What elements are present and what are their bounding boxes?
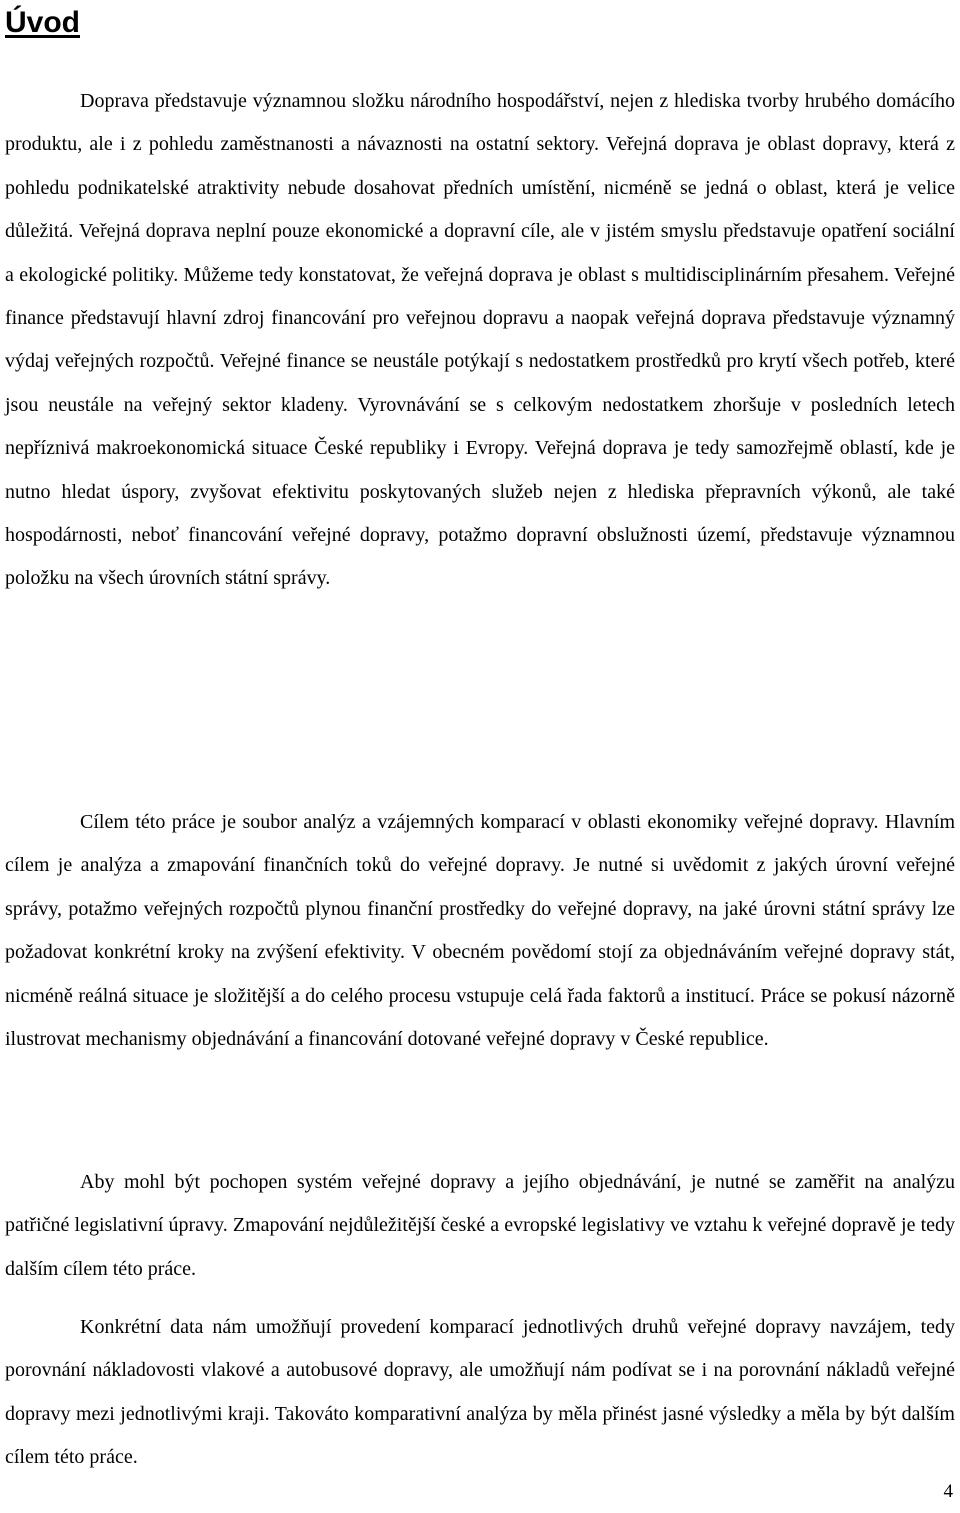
paragraph-legislation: Aby mohl být pochopen systém veřejné dopravy a jejího objednávání, je nutné se zaměřit na analýzu patřičné legislativní úpravy. Zmapování nejdůležitější české a evropské legislativy ve vztahu k veřejné dopravě je tedy dalším cílem této práce. — [5, 1171, 955, 1280]
page-number: 4 — [943, 1481, 953, 1502]
paragraph-thesis-aim: Cílem této práce je soubor analýz a vzájemných komparací v oblasti ekonomiky veřejné dopravy. Hlavním cílem je analýza a zmapování finančních toků do veřejné dopravy. Je nutné si uvědomit z jakých úrovní veřejné správy, potažmo veřejných rozpočtů plynou finanční prostředky do veřejné dopravy, na jaké úrovni státní správy lze požadovat konkrétní kroky na zvýšení efektivity. V obecném povědomí stojí za objednáváním veřejné dopravy stát, nicméně reálná situace je složitější a do celého procesu vstupuje celá řada faktorů a institucí. Práce se pokusí názorně ilustrovat mechanismy objednávání a financování dotované veřejné dopravy v České republice. — [5, 811, 955, 1051]
paragraph-intro-transport: Doprava představuje významnou složku národního hospodářství, nejen z hlediska tvorby hrubého domácího produktu, ale i z pohledu zaměstnanosti a návaznosti na ostatní sektory. Veřejná doprava je oblast dopravy, která z pohledu podnikatelské atraktivity nebude dosahovat předních umístění, nicméně se jedná o oblast, která je velice důležitá. Veřejná doprava neplní pouze ekonomické a dopravní cíle, ale v jistém smyslu představuje opatření sociální a ekologické politiky. Můžeme tedy konstatovat, že veřejná doprava je oblast s multidisciplinárním přesahem. Veřejné finance představují hlavní zdroj financování pro veřejnou dopravu a naopak veřejná doprava představuje významný výdaj veřejných rozpočtů. Veřejné finance se neustále potýkají s nedostatkem prostředků pro krytí všech potřeb, které jsou neustále na veřejný sektor kladeny. Vyrovnávání se s celkovým nedostatkem zhoršuje v posledních letech nepříznivá makroekonomická situace České republiky i Evropy. Veřejná doprava je tedy samozřejmě oblastí, kde je nutno hledat úspory, zvyšovat efektivitu poskytovaných služeb nejen z hlediska přepravních výkonů, ale také hospodárnosti, neboť financování veřejné dopravy, potažmo dopravní obslužnosti území, představuje významnou položku na všech úrovních státní správy. — [5, 90, 955, 590]
chapter-heading: Úvod — [5, 6, 80, 39]
paragraph-comparison: Konkrétní data nám umožňují provedení komparací jednotlivých druhů veřejné dopravy navzájem, tedy porovnání nákladovosti vlakové a autobusové dopravy, ale umožňují nám podívat se i na porovnání nákladů veřejné dopravy mezi jednotlivými kraji. Takováto komparativní analýza by měla přinést jasné výsledky a měla by být dalším cílem této práce. — [5, 1316, 955, 1469]
